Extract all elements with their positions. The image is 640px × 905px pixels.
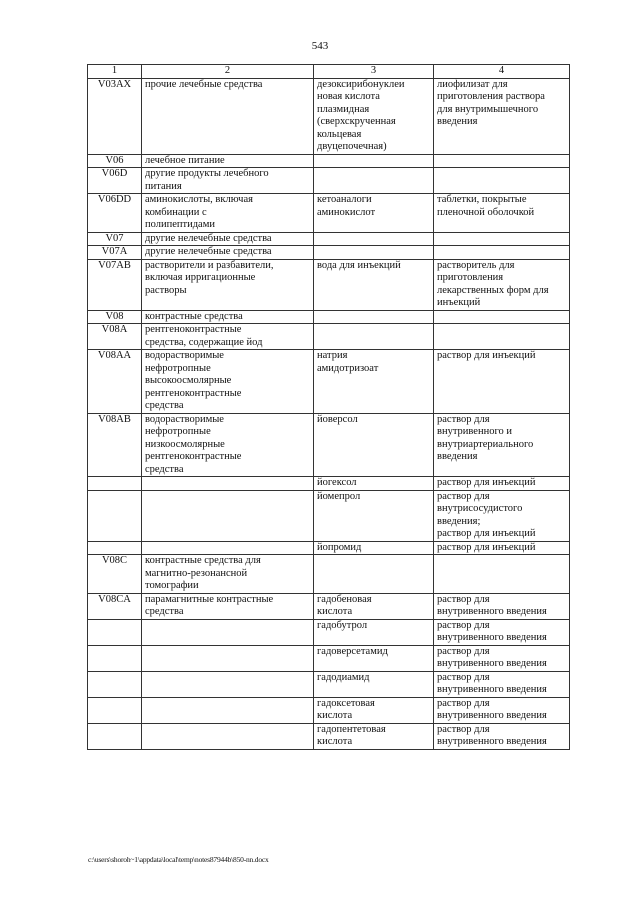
cell-text-line: инъекций: [437, 297, 481, 308]
group-name-cell: [142, 671, 314, 697]
cell-text-line: кольцевая: [317, 128, 362, 140]
cell-text-line: раствор для: [437, 697, 490, 709]
group-name-cell: [142, 723, 314, 749]
column-header: 1: [88, 65, 142, 79]
substance-cell: [314, 350, 434, 414]
drug-table: [87, 64, 570, 750]
group-name-cell: [142, 645, 314, 671]
atc-code-cell: [88, 541, 142, 555]
substance-cell: [314, 154, 434, 168]
atc-code-cell: V08: [88, 310, 142, 324]
cell-text-line: томографии: [145, 580, 199, 591]
cell-text-line: раствор для: [437, 413, 490, 425]
cell-text-line: контрастные средства для: [145, 555, 261, 566]
cell-text-line: растворы: [145, 284, 187, 296]
group-name-cell: [142, 168, 314, 194]
group-name-cell: [142, 324, 314, 350]
dosage-form-cell: [434, 555, 570, 594]
substance-cell: [314, 310, 434, 324]
substance-cell: [314, 490, 434, 541]
cell-text-line: аминокислот: [317, 206, 376, 218]
table-row: [88, 593, 570, 619]
substance-cell: [314, 168, 434, 194]
table-row: [88, 310, 570, 324]
group-name-cell: [142, 413, 314, 477]
substance-cell: [314, 619, 434, 645]
cell-text-line: гадоверсетамид: [317, 645, 388, 657]
cell-text-line: средства, содержащие йод: [145, 336, 263, 348]
cell-text-line: (сверхскрученная: [317, 116, 396, 127]
cell-text-line: приготовления: [437, 272, 504, 283]
cell-text-line: гадобеновая: [317, 593, 372, 605]
cell-text-line: контрастные средства: [145, 310, 243, 322]
table-row: [88, 555, 570, 594]
cell-text-line: йоверсол: [317, 413, 358, 425]
group-name-cell: [142, 697, 314, 723]
group-name-cell: [142, 555, 314, 594]
page-number: 543: [311, 40, 329, 52]
cell-text-line: другие продукты лечебного: [145, 168, 269, 179]
dosage-form-cell: [434, 490, 570, 541]
cell-text-line: высокоосмолярные: [145, 375, 232, 386]
cell-text-line: раствор для: [437, 723, 490, 735]
cell-text-line: рентгеноконтрастные: [145, 324, 242, 335]
substance-cell: [314, 259, 434, 310]
cell-text-line: амидотризоат: [317, 362, 379, 374]
dosage-form-cell: [434, 154, 570, 168]
cell-text-line: полипептидами: [145, 219, 215, 230]
table-row: [88, 413, 570, 477]
dosage-form-cell: [434, 259, 570, 310]
atc-code-cell: [88, 671, 142, 697]
cell-text-line: йогексол: [317, 477, 357, 488]
substance-cell: [314, 232, 434, 246]
atc-code-cell: V08C: [88, 555, 142, 594]
cell-text-line: гадобутрол: [317, 619, 368, 631]
column-header: 4: [434, 65, 570, 79]
substance-cell: [314, 78, 434, 154]
group-name-cell: [142, 194, 314, 233]
table-row: [88, 490, 570, 541]
cell-text-line: раствор для: [437, 593, 490, 605]
table-row: [88, 697, 570, 723]
cell-text-line: плазмидная: [317, 103, 370, 115]
table-row: [88, 723, 570, 749]
table-row: [88, 671, 570, 697]
cell-text-line: раствор для: [437, 645, 490, 657]
dosage-form-cell: [434, 593, 570, 619]
group-name-cell: [142, 350, 314, 414]
cell-text-line: средства: [145, 606, 184, 617]
dosage-form-cell: [434, 78, 570, 154]
substance-cell: [314, 477, 434, 491]
atc-code-cell: [88, 645, 142, 671]
group-name-cell: [142, 78, 314, 154]
cell-text-line: лекарственных форм для: [437, 284, 549, 296]
table-row: [88, 541, 570, 555]
table-row: [88, 645, 570, 671]
atc-code-cell: V03AX: [88, 78, 142, 154]
cell-text-line: для внутримышечного: [437, 103, 539, 115]
group-name-cell: [142, 477, 314, 491]
dosage-form-cell: [434, 697, 570, 723]
group-name-cell: [142, 541, 314, 555]
cell-text-line: комбинации с: [145, 206, 207, 218]
cell-text-line: введения: [437, 451, 478, 462]
substance-cell: [314, 671, 434, 697]
cell-text-line: другие нелечебные средства: [145, 246, 272, 257]
cell-text-line: рентгеноконтрастные: [145, 451, 242, 462]
cell-text-line: внутривенного введения: [437, 736, 547, 747]
substance-cell: [314, 723, 434, 749]
cell-text-line: лиофилизат для: [437, 78, 508, 90]
table-row: [88, 350, 570, 414]
cell-text-line: растворители и разбавители,: [145, 259, 274, 271]
cell-text-line: внутриартериального: [437, 438, 534, 450]
table-row: [88, 168, 570, 194]
cell-text-line: прочие лечебные средства: [145, 78, 263, 90]
cell-text-line: внутривенного введения: [437, 684, 547, 695]
table-row: [88, 194, 570, 233]
cell-text-line: внутривенного введения: [437, 710, 547, 721]
cell-text-line: кислота: [317, 736, 353, 747]
cell-text-line: нефротропные: [145, 426, 211, 437]
cell-text-line: раствор для: [437, 671, 490, 683]
atc-code-cell: V07A: [88, 246, 142, 260]
atc-code-cell: V06D: [88, 168, 142, 194]
cell-text-line: раствор для инъекций: [437, 350, 536, 361]
cell-text-line: питания: [145, 180, 182, 192]
cell-text-line: приготовления раствора: [437, 91, 545, 102]
column-header: 2: [142, 65, 314, 79]
cell-text-line: кислота: [317, 710, 353, 721]
table-row: [88, 259, 570, 310]
cell-text-line: кислота: [317, 606, 353, 617]
cell-text-line: введения;: [437, 515, 481, 527]
dosage-form-cell: [434, 477, 570, 491]
dosage-form-cell: [434, 194, 570, 233]
cell-text-line: внутрисосудистого: [437, 503, 523, 514]
group-name-cell: [142, 246, 314, 260]
cell-text-line: нефротропные: [145, 362, 211, 374]
group-name-cell: [142, 619, 314, 645]
cell-text-line: лечебное питание: [145, 154, 225, 166]
cell-text-line: рентгеноконтрастные: [145, 387, 242, 399]
table-body: [88, 78, 570, 749]
cell-text-line: внутривенного введения: [437, 658, 547, 669]
atc-code-cell: V08CA: [88, 593, 142, 619]
cell-text-line: таблетки, покрытые: [437, 194, 527, 205]
table-row: [88, 154, 570, 168]
dosage-form-cell: [434, 671, 570, 697]
cell-text-line: растворитель для: [437, 259, 515, 271]
table-row: [88, 246, 570, 260]
cell-text-line: йопромид: [317, 541, 362, 553]
substance-cell: [314, 645, 434, 671]
table-row: [88, 477, 570, 491]
table-row: [88, 619, 570, 645]
cell-text-line: раствор для инъекций: [437, 528, 536, 539]
substance-cell: [314, 555, 434, 594]
dosage-form-cell: [434, 645, 570, 671]
dosage-form-cell: [434, 619, 570, 645]
cell-text-line: пленочной оболочкой: [437, 206, 535, 218]
dosage-form-cell: [434, 232, 570, 246]
dosage-form-cell: [434, 413, 570, 477]
atc-code-cell: V07: [88, 232, 142, 246]
cell-text-line: натрия: [317, 350, 348, 361]
table-row: [88, 232, 570, 246]
cell-text-line: раствор для: [437, 490, 490, 502]
group-name-cell: [142, 593, 314, 619]
atc-code-cell: [88, 619, 142, 645]
cell-text-line: дезоксирибонуклеи: [317, 78, 405, 90]
cell-text-line: внутривенного введения: [437, 632, 547, 643]
cell-text-line: раствор для: [437, 619, 490, 631]
cell-text-line: включая ирригационные: [145, 272, 256, 283]
cell-text-line: гадоксетовая: [317, 697, 375, 709]
cell-text-line: другие нелечебные средства: [145, 232, 272, 244]
cell-text-line: двуцепочечная): [317, 141, 387, 152]
group-name-cell: [142, 232, 314, 246]
cell-text-line: гадодиамид: [317, 671, 370, 683]
cell-text-line: йомепрол: [317, 490, 361, 502]
substance-cell: [314, 324, 434, 350]
atc-code-cell: V08AA: [88, 350, 142, 414]
table-row: [88, 324, 570, 350]
file-path-footer: c:\users\shoroh~1\appdata\local\temp\notes87944b\850-nn.docx: [88, 855, 269, 864]
substance-cell: [314, 541, 434, 555]
substance-cell: [314, 697, 434, 723]
header-row: [88, 65, 570, 79]
atc-code-cell: V08AB: [88, 413, 142, 477]
cell-text-line: новая кислота: [317, 91, 380, 102]
substance-cell: [314, 246, 434, 260]
group-name-cell: [142, 490, 314, 541]
dosage-form-cell: [434, 246, 570, 260]
cell-text-line: низкоосмолярные: [145, 438, 225, 450]
atc-code-cell: V06DD: [88, 194, 142, 233]
atc-code-cell: V07AB: [88, 259, 142, 310]
cell-text-line: введения: [437, 116, 478, 127]
cell-text-line: кетоаналоги: [317, 194, 372, 205]
dosage-form-cell: [434, 324, 570, 350]
cell-text-line: раствор для инъекций: [437, 477, 536, 488]
cell-text-line: внутривенного и: [437, 426, 512, 437]
substance-cell: [314, 194, 434, 233]
atc-code-cell: [88, 697, 142, 723]
cell-text-line: гадопентетовая: [317, 723, 386, 735]
group-name-cell: [142, 154, 314, 168]
atc-code-cell: V06: [88, 154, 142, 168]
cell-text-line: водорастворимые: [145, 350, 224, 361]
cell-text-line: магнитно-резонансной: [145, 567, 248, 579]
atc-code-cell: [88, 490, 142, 541]
dosage-form-cell: [434, 350, 570, 414]
atc-code-cell: [88, 723, 142, 749]
dosage-form-cell: [434, 168, 570, 194]
cell-text-line: внутривенного введения: [437, 606, 547, 617]
group-name-cell: [142, 310, 314, 324]
dosage-form-cell: [434, 723, 570, 749]
atc-code-cell: V08A: [88, 324, 142, 350]
group-name-cell: [142, 259, 314, 310]
cell-text-line: раствор для инъекций: [437, 541, 536, 553]
cell-text-line: средства: [145, 463, 184, 475]
cell-text-line: вода для инъекций: [317, 259, 401, 271]
atc-code-cell: [88, 477, 142, 491]
column-header: 3: [314, 65, 434, 79]
cell-text-line: парамагнитные контрастные: [145, 593, 274, 605]
table-row: [88, 78, 570, 154]
cell-text-line: средства: [145, 400, 184, 411]
substance-cell: [314, 593, 434, 619]
cell-text-line: аминокислоты, включая: [145, 194, 253, 205]
dosage-form-cell: [434, 310, 570, 324]
dosage-form-cell: [434, 541, 570, 555]
substance-cell: [314, 413, 434, 477]
cell-text-line: водорастворимые: [145, 413, 224, 425]
